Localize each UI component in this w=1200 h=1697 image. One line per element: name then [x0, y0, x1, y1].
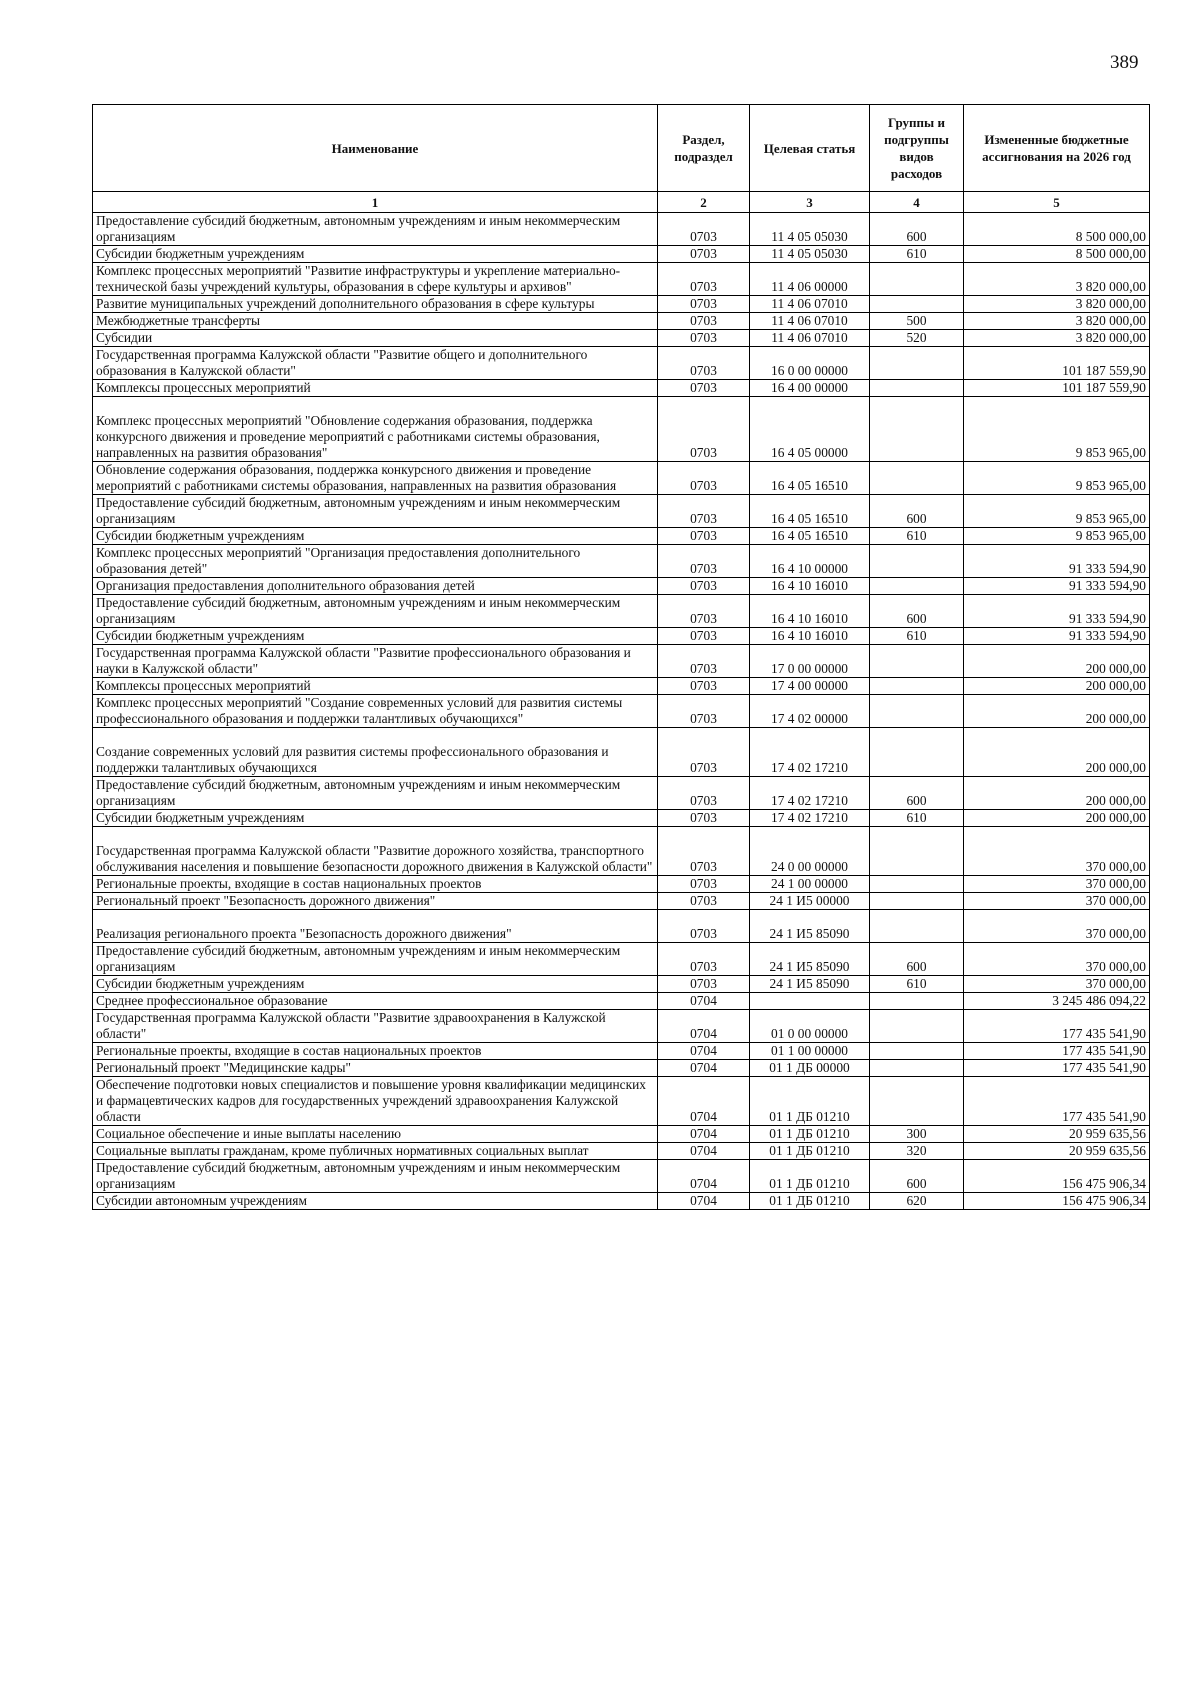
cell-section: 0703 [658, 678, 750, 695]
cell-group: 610 [870, 976, 964, 993]
cell-section: 0703 [658, 347, 750, 380]
table-row [93, 578, 1150, 595]
cell-article: 16 4 10 00000 [750, 545, 870, 578]
cell-name: Субсидии бюджетным учреждениям [93, 810, 658, 827]
table-row [93, 495, 1150, 528]
cell-name: Реализация регионального проекта "Безопасность дорожного движения" [93, 910, 658, 943]
cell-section: 0703 [658, 976, 750, 993]
cell-section: 0704 [658, 1126, 750, 1143]
cell-name: Комплекс процессных мероприятий "Организация предоставления дополнительного образования детей" [93, 545, 658, 578]
cell-name: Государственная программа Калужской области "Развитие профессионального образования и науки в Калужской области" [93, 645, 658, 678]
cell-amount: 3 245 486 094,22 [964, 993, 1150, 1010]
cell-section: 0703 [658, 595, 750, 628]
cell-group: 610 [870, 528, 964, 545]
cell-group [870, 827, 964, 876]
cell-article: 11 4 05 05030 [750, 213, 870, 246]
cell-article: 01 1 ДБ 01210 [750, 1077, 870, 1126]
cell-group: 520 [870, 330, 964, 347]
cell-section: 0704 [658, 993, 750, 1010]
cell-amount: 101 187 559,90 [964, 347, 1150, 380]
cell-name: Государственная программа Калужской области "Развитие здравоохранения в Калужской области" [93, 1010, 658, 1043]
cell-group: 600 [870, 595, 964, 628]
cell-name: Предоставление субсидий бюджетным, автономным учреждениям и иным некоммерческим организациям [93, 943, 658, 976]
cell-article: 24 1 И5 00000 [750, 893, 870, 910]
cell-section: 0704 [658, 1060, 750, 1077]
cell-amount: 200 000,00 [964, 695, 1150, 728]
table-row [93, 893, 1150, 910]
cell-section: 0703 [658, 495, 750, 528]
cell-article: 24 1 И5 85090 [750, 976, 870, 993]
cell-section: 0704 [658, 1143, 750, 1160]
cell-group [870, 263, 964, 296]
cell-group [870, 678, 964, 695]
header-group: Группы и подгруппы видов расходов [870, 105, 964, 192]
cell-article: 17 4 02 17210 [750, 777, 870, 810]
cell-article: 24 1 00 00000 [750, 876, 870, 893]
cell-section: 0704 [658, 1077, 750, 1126]
cell-amount: 200 000,00 [964, 645, 1150, 678]
cell-name: Региональный проект "Медицинские кадры" [93, 1060, 658, 1077]
cell-section: 0703 [658, 810, 750, 827]
cell-name: Государственная программа Калужской области "Развитие общего и дополнительного образования в Калужской области" [93, 347, 658, 380]
table-row [93, 1193, 1150, 1210]
table-row [93, 1126, 1150, 1143]
cell-name: Региональные проекты, входящие в состав национальных проектов [93, 876, 658, 893]
cell-group [870, 545, 964, 578]
column-number: 2 [658, 192, 750, 213]
table-row [93, 993, 1150, 1010]
cell-article: 16 0 00 00000 [750, 347, 870, 380]
table-row [93, 595, 1150, 628]
cell-article: 16 4 10 16010 [750, 578, 870, 595]
cell-section: 0703 [658, 645, 750, 678]
cell-group [870, 728, 964, 777]
table-body [93, 213, 1150, 1210]
cell-section: 0703 [658, 876, 750, 893]
cell-group: 600 [870, 213, 964, 246]
cell-name: Субсидии бюджетным учреждениям [93, 976, 658, 993]
cell-section: 0704 [658, 1193, 750, 1210]
cell-group [870, 876, 964, 893]
cell-amount: 370 000,00 [964, 893, 1150, 910]
cell-name: Социальное обеспечение и иные выплаты населению [93, 1126, 658, 1143]
cell-amount: 91 333 594,90 [964, 578, 1150, 595]
table-row [93, 728, 1150, 777]
cell-section: 0704 [658, 1160, 750, 1193]
cell-name: Развитие муниципальных учреждений дополнительного образования в сфере культуры [93, 296, 658, 313]
cell-article: 11 4 06 07010 [750, 330, 870, 347]
cell-section: 0703 [658, 462, 750, 495]
table-row [93, 296, 1150, 313]
table-row [93, 1043, 1150, 1060]
table-row [93, 263, 1150, 296]
cell-name: Социальные выплаты гражданам, кроме публичных нормативных социальных выплат [93, 1143, 658, 1160]
cell-amount: 91 333 594,90 [964, 628, 1150, 645]
table-row [93, 1160, 1150, 1193]
cell-group: 610 [870, 810, 964, 827]
table-row [93, 976, 1150, 993]
column-number: 1 [93, 192, 658, 213]
cell-name: Предоставление субсидий бюджетным, автономным учреждениям и иным некоммерческим организациям [93, 595, 658, 628]
cell-name: Государственная программа Калужской области "Развитие дорожного хозяйства, транспортного обслуживания населения и повышение безопасности дорожного движения в Калужской области" [93, 827, 658, 876]
cell-amount: 370 000,00 [964, 976, 1150, 993]
header-article: Целевая статья [750, 105, 870, 192]
cell-name: Региональный проект "Безопасность дорожного движения" [93, 893, 658, 910]
cell-name: Комплекс процессных мероприятий "Обновление содержания образования, поддержка конкурсного движения и проведение мероприятий с работниками системы образования, направленных на развития образования" [93, 397, 658, 462]
cell-name: Организация предоставления дополнительного образования детей [93, 578, 658, 595]
table-row [93, 1143, 1150, 1160]
cell-group: 320 [870, 1143, 964, 1160]
cell-group [870, 347, 964, 380]
cell-section: 0703 [658, 943, 750, 976]
cell-section: 0703 [658, 695, 750, 728]
cell-group [870, 695, 964, 728]
table-row [93, 462, 1150, 495]
cell-section: 0703 [658, 246, 750, 263]
cell-amount: 9 853 965,00 [964, 528, 1150, 545]
table-row [93, 1060, 1150, 1077]
table-row [93, 910, 1150, 943]
cell-group: 300 [870, 1126, 964, 1143]
cell-group [870, 645, 964, 678]
cell-amount: 3 820 000,00 [964, 313, 1150, 330]
cell-article: 11 4 06 00000 [750, 263, 870, 296]
cell-amount: 177 435 541,90 [964, 1077, 1150, 1126]
cell-group [870, 397, 964, 462]
header-name: Наименование [93, 105, 658, 192]
cell-article: 01 1 ДБ 01210 [750, 1160, 870, 1193]
cell-name: Предоставление субсидий бюджетным, автономным учреждениям и иным некоммерческим организациям [93, 495, 658, 528]
cell-section: 0703 [658, 545, 750, 578]
cell-amount: 20 959 635,56 [964, 1143, 1150, 1160]
cell-section: 0704 [658, 1010, 750, 1043]
cell-name: Комплекс процессных мероприятий "Развитие инфраструктуры и укрепление материально-технической базы учреждений культуры, образования в сфере культуры и архивов" [93, 263, 658, 296]
cell-article: 16 4 05 16510 [750, 462, 870, 495]
cell-amount: 200 000,00 [964, 728, 1150, 777]
cell-name: Межбюджетные трансферты [93, 313, 658, 330]
cell-section: 0703 [658, 910, 750, 943]
cell-section: 0703 [658, 380, 750, 397]
cell-group [870, 1077, 964, 1126]
cell-section: 0703 [658, 397, 750, 462]
cell-group [870, 296, 964, 313]
cell-group [870, 893, 964, 910]
cell-amount: 156 475 906,34 [964, 1193, 1150, 1210]
cell-name: Предоставление субсидий бюджетным, автономным учреждениям и иным некоммерческим организациям [93, 213, 658, 246]
cell-article: 01 0 00 00000 [750, 1010, 870, 1043]
cell-name: Субсидии [93, 330, 658, 347]
cell-section: 0703 [658, 330, 750, 347]
cell-group: 620 [870, 1193, 964, 1210]
cell-amount: 101 187 559,90 [964, 380, 1150, 397]
cell-article: 11 4 05 05030 [750, 246, 870, 263]
cell-section: 0703 [658, 777, 750, 810]
cell-article: 24 0 00 00000 [750, 827, 870, 876]
cell-article: 17 0 00 00000 [750, 645, 870, 678]
table-row [93, 330, 1150, 347]
cell-group: 610 [870, 246, 964, 263]
cell-article: 17 4 00 00000 [750, 678, 870, 695]
table-row [93, 678, 1150, 695]
budget-table [92, 104, 1150, 1210]
table-row [93, 380, 1150, 397]
cell-article: 01 1 ДБ 01210 [750, 1193, 870, 1210]
table-row [93, 213, 1150, 246]
table-row [93, 246, 1150, 263]
cell-article: 16 4 10 16010 [750, 628, 870, 645]
cell-group: 600 [870, 1160, 964, 1193]
cell-article: 01 1 ДБ 01210 [750, 1126, 870, 1143]
cell-group: 500 [870, 313, 964, 330]
cell-name: Субсидии автономным учреждениям [93, 1193, 658, 1210]
cell-group [870, 1060, 964, 1077]
cell-amount: 177 435 541,90 [964, 1060, 1150, 1077]
header-section: Раздел, подраздел [658, 105, 750, 192]
cell-amount: 9 853 965,00 [964, 462, 1150, 495]
cell-amount: 8 500 000,00 [964, 213, 1150, 246]
cell-name: Региональные проекты, входящие в состав национальных проектов [93, 1043, 658, 1060]
cell-section: 0704 [658, 1043, 750, 1060]
cell-amount: 177 435 541,90 [964, 1010, 1150, 1043]
table-row [93, 777, 1150, 810]
cell-group [870, 1010, 964, 1043]
table-row [93, 347, 1150, 380]
cell-name: Комплексы процессных мероприятий [93, 380, 658, 397]
cell-section: 0703 [658, 263, 750, 296]
cell-article: 01 1 ДБ 00000 [750, 1060, 870, 1077]
cell-amount: 3 820 000,00 [964, 296, 1150, 313]
cell-article: 16 4 00 00000 [750, 380, 870, 397]
column-number-row [93, 192, 1150, 213]
cell-article: 17 4 02 17210 [750, 810, 870, 827]
cell-name: Субсидии бюджетным учреждениям [93, 628, 658, 645]
cell-article: 16 4 05 00000 [750, 397, 870, 462]
cell-amount: 370 000,00 [964, 910, 1150, 943]
table-row [93, 397, 1150, 462]
cell-name: Субсидии бюджетным учреждениям [93, 246, 658, 263]
column-number: 4 [870, 192, 964, 213]
column-number: 3 [750, 192, 870, 213]
cell-section: 0703 [658, 213, 750, 246]
cell-article: 16 4 05 16510 [750, 528, 870, 545]
cell-group [870, 1043, 964, 1060]
cell-amount: 200 000,00 [964, 810, 1150, 827]
cell-amount: 200 000,00 [964, 678, 1150, 695]
table-header-row [93, 105, 1150, 192]
cell-group: 600 [870, 943, 964, 976]
cell-name: Комплекс процессных мероприятий "Создание современных условий для развития системы профессионального образования и поддержки талантливых обучающихся" [93, 695, 658, 728]
table-row [93, 1077, 1150, 1126]
cell-amount: 91 333 594,90 [964, 595, 1150, 628]
table-row [93, 628, 1150, 645]
cell-name: Предоставление субсидий бюджетным, автономным учреждениям и иным некоммерческим организациям [93, 1160, 658, 1193]
cell-article: 01 1 ДБ 01210 [750, 1143, 870, 1160]
cell-section: 0703 [658, 578, 750, 595]
page-number: 389 [1110, 52, 1139, 73]
cell-amount: 177 435 541,90 [964, 1043, 1150, 1060]
cell-amount: 20 959 635,56 [964, 1126, 1150, 1143]
cell-article: 01 1 00 00000 [750, 1043, 870, 1060]
table-row [93, 943, 1150, 976]
cell-amount: 8 500 000,00 [964, 246, 1150, 263]
cell-amount: 370 000,00 [964, 827, 1150, 876]
cell-name: Комплексы процессных мероприятий [93, 678, 658, 695]
cell-group [870, 462, 964, 495]
cell-amount: 370 000,00 [964, 943, 1150, 976]
cell-amount: 9 853 965,00 [964, 495, 1150, 528]
cell-article: 17 4 02 00000 [750, 695, 870, 728]
cell-group: 610 [870, 628, 964, 645]
table-row [93, 545, 1150, 578]
table-row [93, 810, 1150, 827]
cell-article: 17 4 02 17210 [750, 728, 870, 777]
cell-amount: 156 475 906,34 [964, 1160, 1150, 1193]
table-row [93, 695, 1150, 728]
cell-section: 0703 [658, 296, 750, 313]
cell-article: 11 4 06 07010 [750, 313, 870, 330]
cell-amount: 9 853 965,00 [964, 397, 1150, 462]
cell-name: Среднее профессиональное образование [93, 993, 658, 1010]
cell-amount: 91 333 594,90 [964, 545, 1150, 578]
cell-name: Создание современных условий для развития системы профессионального образования и поддержки талантливых обучающихся [93, 728, 658, 777]
column-number: 5 [964, 192, 1150, 213]
cell-amount: 200 000,00 [964, 777, 1150, 810]
cell-amount: 3 820 000,00 [964, 263, 1150, 296]
cell-section: 0703 [658, 628, 750, 645]
cell-section: 0703 [658, 528, 750, 545]
cell-group [870, 380, 964, 397]
cell-article: 16 4 05 16510 [750, 495, 870, 528]
cell-name: Обеспечение подготовки новых специалистов и повышение уровня квалификации медицинских и фармацевтических кадров для государственных учреждений здравоохранения Калужской области [93, 1077, 658, 1126]
table-row [93, 645, 1150, 678]
cell-article [750, 993, 870, 1010]
table-row [93, 876, 1150, 893]
cell-amount: 3 820 000,00 [964, 330, 1150, 347]
cell-section: 0703 [658, 827, 750, 876]
cell-name: Субсидии бюджетным учреждениям [93, 528, 658, 545]
table-row [93, 827, 1150, 876]
header-amount: Измененные бюджетные ассигнования на 2026 год [964, 105, 1150, 192]
cell-section: 0703 [658, 313, 750, 330]
table-row [93, 313, 1150, 330]
table-row [93, 528, 1150, 545]
cell-group [870, 578, 964, 595]
cell-article: 16 4 10 16010 [750, 595, 870, 628]
cell-name: Предоставление субсидий бюджетным, автономным учреждениям и иным некоммерческим организациям [93, 777, 658, 810]
cell-amount: 370 000,00 [964, 876, 1150, 893]
cell-group [870, 910, 964, 943]
cell-section: 0703 [658, 728, 750, 777]
cell-name: Обновление содержания образования, поддержка конкурсного движения и проведение мероприятий с работниками системы образования, направленных на развития образования [93, 462, 658, 495]
cell-article: 24 1 И5 85090 [750, 910, 870, 943]
cell-group: 600 [870, 777, 964, 810]
cell-group: 600 [870, 495, 964, 528]
table-row [93, 1010, 1150, 1043]
cell-article: 24 1 И5 85090 [750, 943, 870, 976]
cell-group [870, 993, 964, 1010]
cell-section: 0703 [658, 893, 750, 910]
cell-article: 11 4 06 07010 [750, 296, 870, 313]
